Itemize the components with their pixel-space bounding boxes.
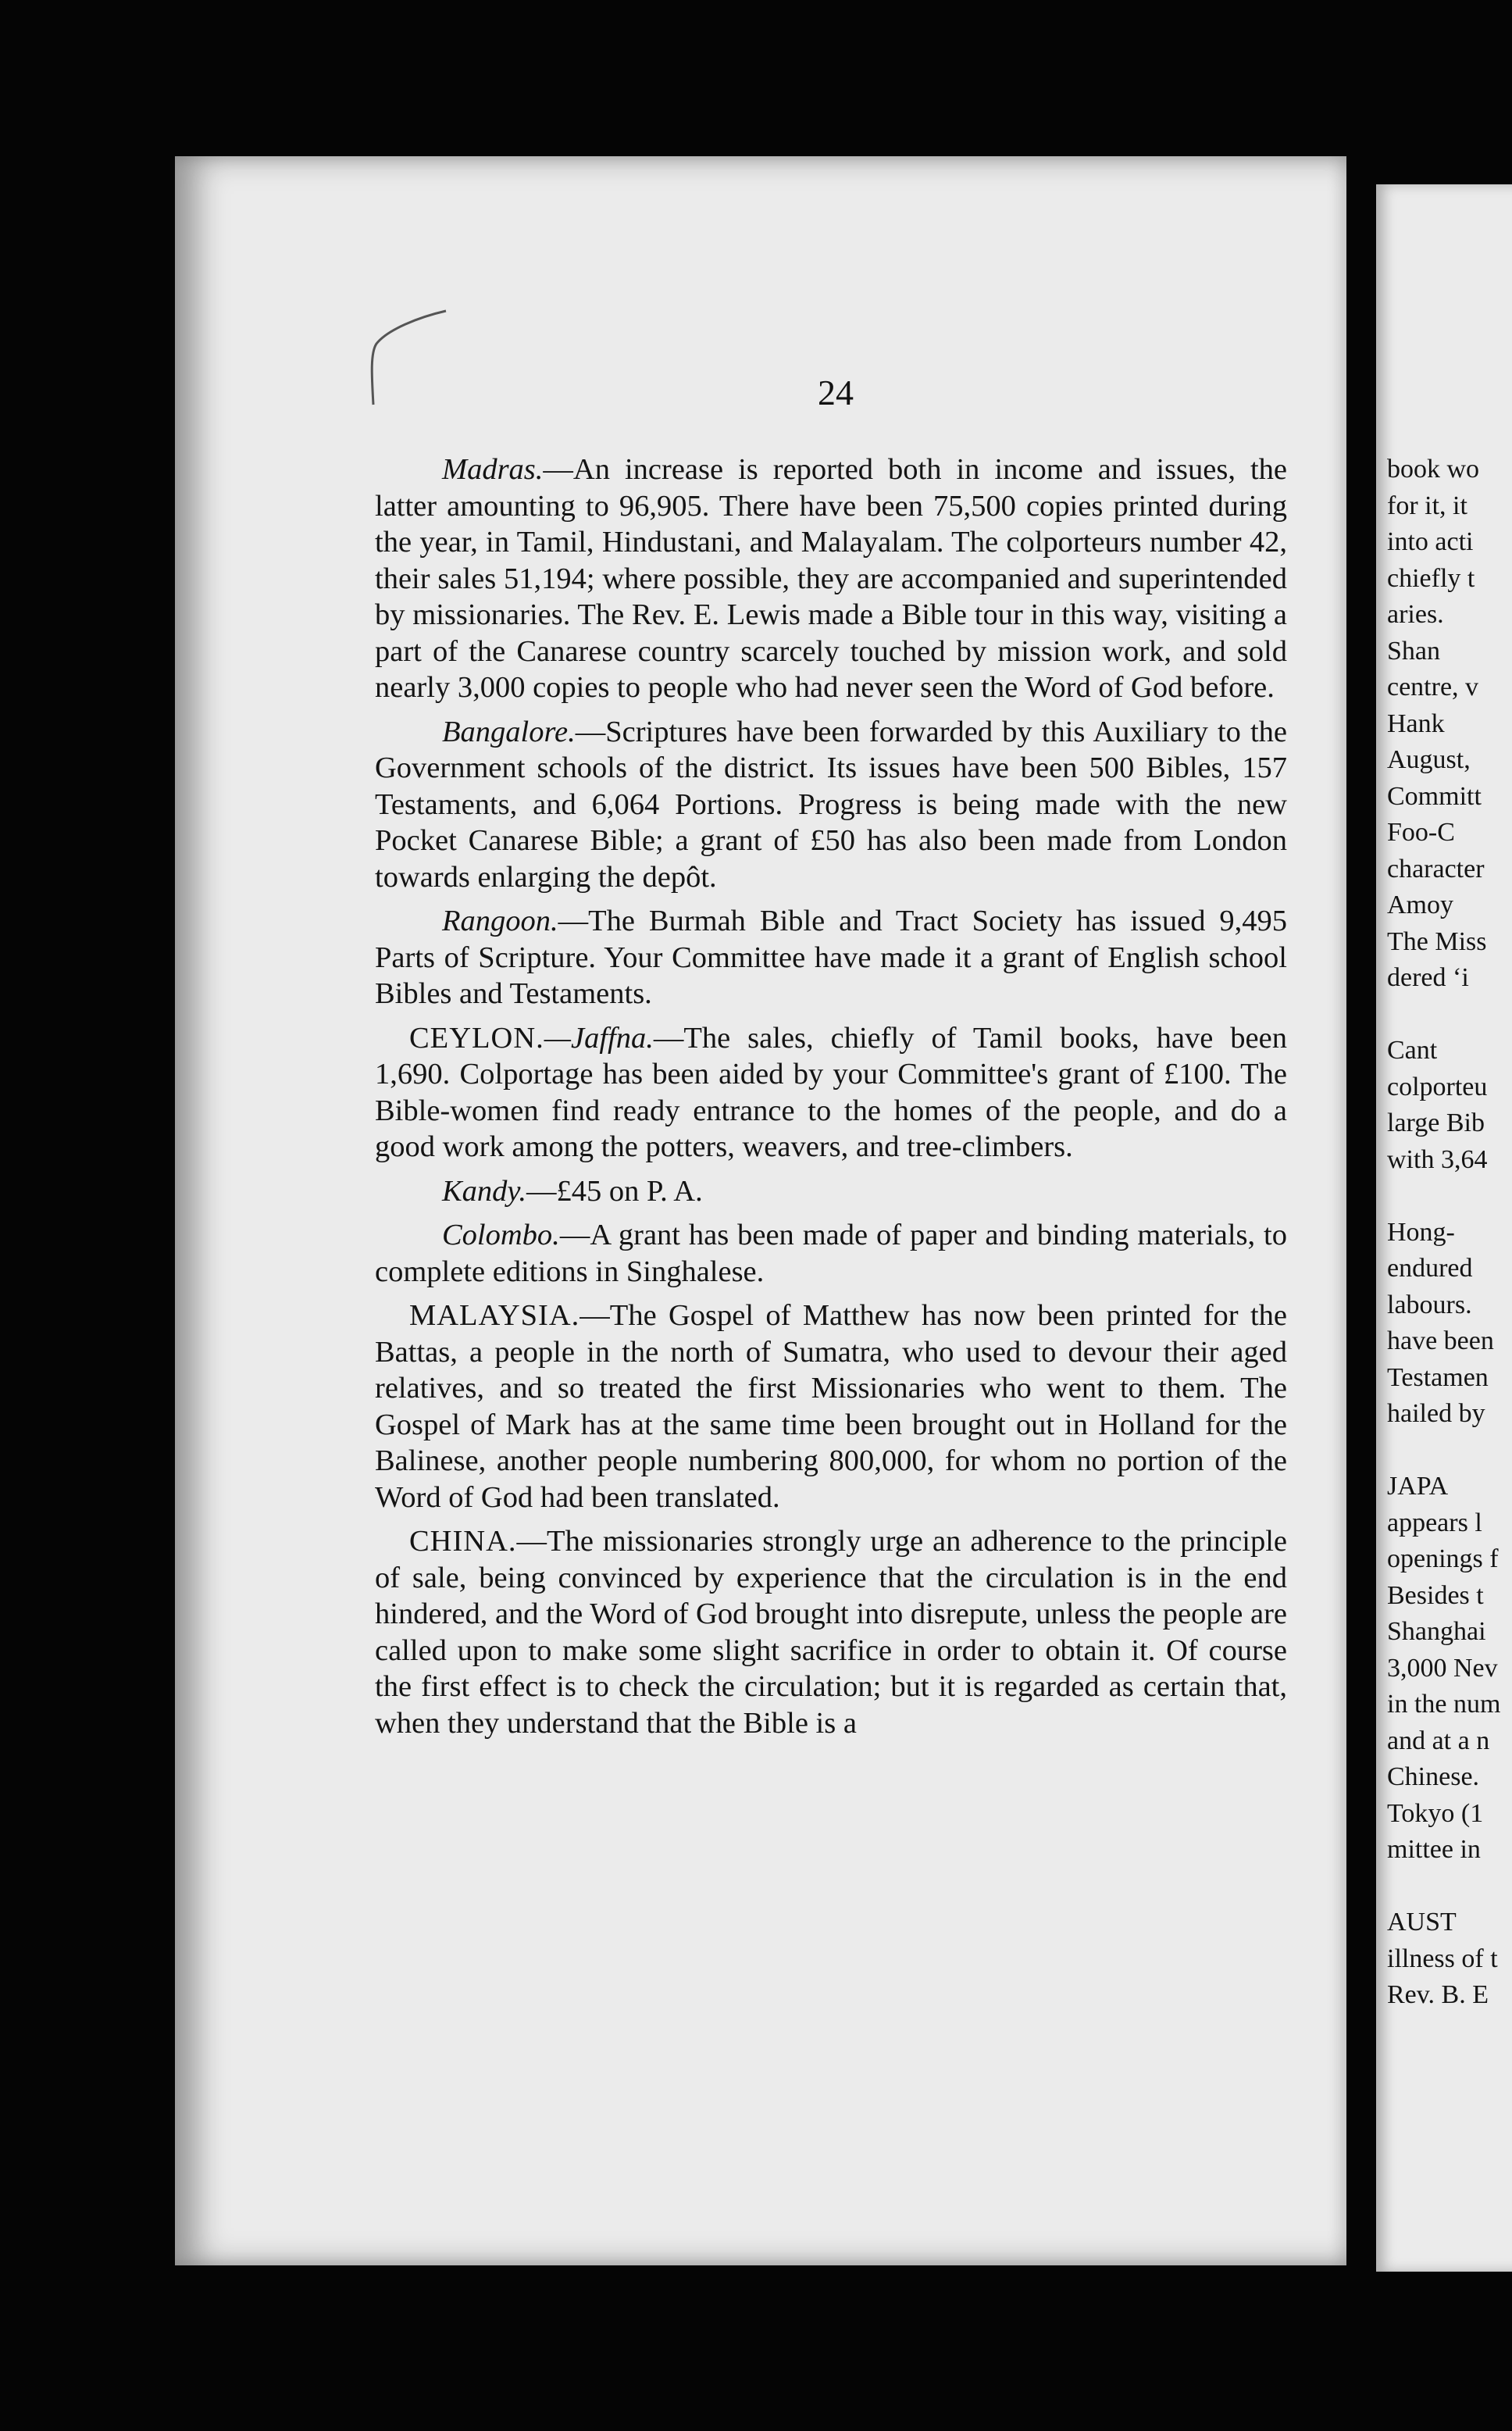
lead-jaffna: —Jaffna. (544, 1021, 654, 1055)
facing-page-line: Shan (1387, 636, 1440, 666)
facing-page-line: chiefly t (1387, 563, 1475, 593)
facing-page-line: endured (1387, 1254, 1473, 1283)
pencil-mark (364, 306, 458, 416)
text-china: —The missionaries strongly urge an adherence to the principle of sale, being convinced by experience that the circulation is in the end hindered, and the Word of God brought into disrepute, unless the people are called upon to make some slight sacrifice in order to obtain it. Of course the first effect is to check the circulation; but it is regarded as certain that, when they understand that the Bible is a (375, 1525, 1288, 1740)
lead-rangoon: Rangoon. (442, 905, 558, 937)
paragraph-madras (375, 452, 1287, 706)
facing-page-line: with 3,64 (1387, 1144, 1488, 1174)
text-kandy: —£45 on P. A. (526, 1174, 703, 1208)
facing-page-line: openings f (1387, 1544, 1499, 1573)
facing-page-line: character (1387, 854, 1485, 884)
lead-bangalore: Bangalore. (442, 715, 576, 748)
text-madras: —An increase is reported both in income and issues, the latter amounting to 96,905. There have been 75,500 copies printed during the year, in Tamil, Hindustani, and Malayalam. The colporteurs number 42, their sales 51,194; where possible, they are accompanied and superintended by missionaries. The Rev. E. Lewis made a Bible tour in this way, visiting a part of the Canarese country scarcely touched by mission work, and sold nearly 3,000 copies to people who had never seen the Word of God before. (375, 453, 1287, 704)
facing-page-line: AUST (1387, 1908, 1457, 1937)
facing-page-line: Tokyo (1 (1387, 1798, 1484, 1828)
facing-page-line: into acti (1387, 527, 1474, 556)
facing-page-line: large Bib (1387, 1108, 1485, 1137)
facing-page-line: Hank (1387, 709, 1445, 738)
section-malaysia: MALAYSIA. (409, 1299, 580, 1332)
facing-page-line: labours. (1387, 1290, 1472, 1319)
facing-page-line: mittee in (1387, 1835, 1481, 1864)
facing-page-line (1387, 1178, 1512, 1215)
facing-page-line: Hong- (1387, 1217, 1455, 1247)
text-rangoon: —The Burmah Bible and Tract Society has issued 9,495 Parts of Scripture. Your Committee have made it a grant of English school Bibles and Testaments. (375, 905, 1287, 1010)
page-number: 24 (818, 373, 854, 412)
text-malaysia: —The Gospel of Matthew has now been printed for the Battas, a people in the north of Sumatra, who used to devour their aged relatives, and so treated the first Missionaries who went to them. The Gospel of Mark has at the same time been brought out in Holland for the Balinese, another people numbering 800,000, for whom no portion of the Word of God had been translated. (375, 1299, 1287, 1514)
facing-page-line: have been (1387, 1326, 1494, 1355)
main-text (375, 452, 1287, 1749)
facing-page-line: colporteu (1387, 1072, 1488, 1101)
facing-page-line: Testamen (1387, 1362, 1489, 1392)
lead-colombo: Colombo. (442, 1219, 560, 1251)
facing-page-line: Foo-C (1387, 818, 1455, 847)
facing-page-line: appears l (1387, 1508, 1482, 1537)
facing-page-line: Besides t (1387, 1580, 1484, 1610)
facing-page-line: Chinese. (1387, 1762, 1480, 1791)
text-bangalore: —Scriptures have been forwarded by this Auxiliary to the Government schools of the district. Its issues have been 500 Bibles, 157 Testaments, and 6,064 Portions. Progress is being made with the new Pocket Canarese Bible; a grant of £50 has also been made from London towards enlarging the depôt. (375, 715, 1287, 894)
facing-page-line (1387, 997, 1512, 1033)
facing-page-line (1387, 1433, 1512, 1469)
section-china: CHINA. (409, 1525, 517, 1558)
paragraph-bangalore (375, 714, 1287, 896)
facing-page-line (1387, 1869, 1512, 1905)
facing-page-line: in the num (1387, 1690, 1501, 1719)
facing-page-line: book wo (1387, 455, 1480, 484)
text-colombo: —A grant has been made of paper and binding materials, to complete editions in Singhalese. (375, 1219, 1287, 1288)
lead-kandy: Kandy. (442, 1174, 527, 1208)
facing-page-line: Amoy (1387, 891, 1453, 919)
facing-page-line: Rev. B. E (1387, 1980, 1489, 2009)
paragraph-rangoon (375, 903, 1287, 1012)
facing-page-line: The Miss (1387, 926, 1487, 956)
facing-page-line: Shanghai (1387, 1617, 1486, 1646)
paragraph-kandy (375, 1173, 1287, 1210)
text-jaffna: —The sales, chiefly of Tamil books, have been 1,690. Colportage has been aided by your Committee's grant of £100. The Bible-women find ready entrance to the homes of the people, and do a good work among the potters, weavers, and tree-climbers. (375, 1021, 1287, 1163)
facing-page-line: JAPA (1387, 1472, 1449, 1501)
lead-madras: Madras. (442, 453, 544, 486)
facing-page-line: Cant (1387, 1036, 1438, 1065)
facing-page-line: 3,000 Nev (1387, 1653, 1498, 1683)
facing-page-line: aries. (1387, 600, 1444, 629)
paragraph-china (375, 1523, 1287, 1741)
facing-page-line: August, (1387, 745, 1471, 774)
facing-page-line: illness of t (1387, 1944, 1498, 1973)
facing-page-line: hailed by (1387, 1399, 1485, 1428)
facing-page-line: for it, it (1387, 491, 1467, 520)
paragraph-colombo (375, 1217, 1287, 1290)
facing-page-line: Committ (1387, 781, 1482, 811)
facing-page-line: dered ‘i (1387, 963, 1469, 992)
paragraph-malaysia (375, 1298, 1287, 1515)
facing-page-line: and at a n (1387, 1726, 1490, 1755)
facing-page-line: centre, v (1387, 673, 1479, 701)
paragraph-ceylon (375, 1020, 1287, 1166)
facing-page-text (1387, 452, 1512, 2014)
section-ceylon: CEYLON. (409, 1021, 544, 1055)
